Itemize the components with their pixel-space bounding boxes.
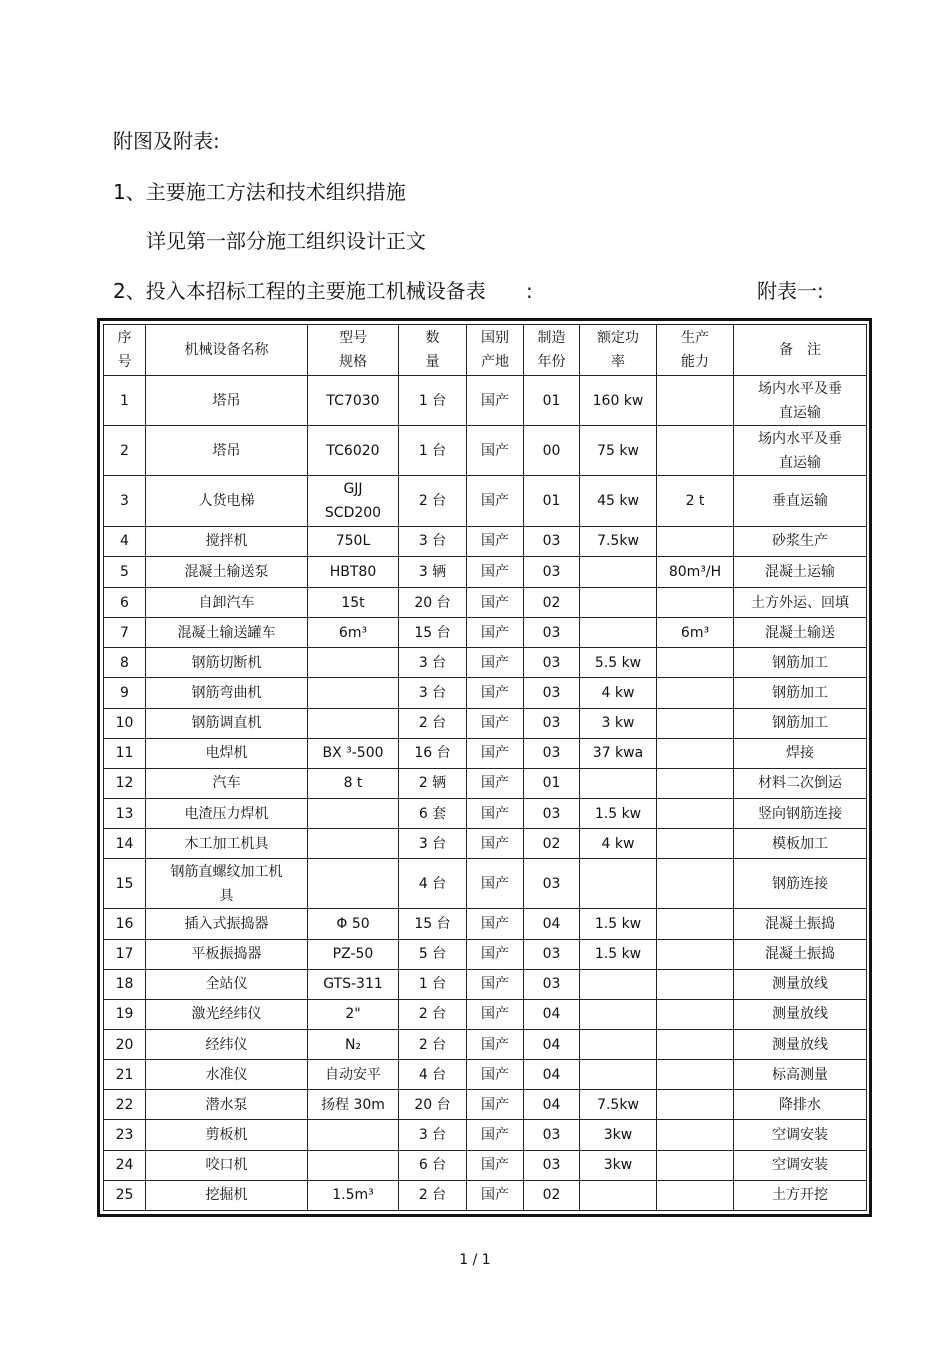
cell-seq: 11: [104, 738, 146, 768]
cell-seq: 21: [104, 1060, 146, 1090]
cell-origin: 国产: [467, 476, 524, 526]
cell-seq: 13: [104, 798, 146, 828]
cell-name: 人货电梯: [146, 476, 308, 526]
cell-year: 03: [524, 1120, 580, 1150]
cell-year: 03: [524, 678, 580, 708]
cell-power: 4 kw: [580, 829, 657, 859]
cell-qty: 3 台: [399, 829, 467, 859]
cell-name: 木工加工机具: [146, 829, 308, 859]
header-remark: 备 注: [734, 325, 867, 376]
cell-remark: 测量放线: [734, 1030, 867, 1060]
cell-remark: 砂浆生产: [734, 526, 867, 556]
cell-model: [308, 829, 399, 859]
table-row: [104, 678, 867, 708]
cell-remark: 标高测量: [734, 1060, 867, 1090]
cell-qty: 3 台: [399, 678, 467, 708]
cell-seq: 2: [104, 426, 146, 476]
cell-qty: 2 台: [399, 1180, 467, 1210]
cell-origin: 国产: [467, 1060, 524, 1090]
cell-qty: 16 台: [399, 738, 467, 768]
cell-origin: 国产: [467, 618, 524, 648]
table-row: [104, 556, 867, 587]
cell-power: [580, 969, 657, 999]
table-row: [104, 426, 867, 476]
cell-name: 全站仪: [146, 969, 308, 999]
cell-seq: 24: [104, 1150, 146, 1180]
cell-remark: 混凝土输送: [734, 618, 867, 648]
cell-remark: 钢筋加工: [734, 678, 867, 708]
cell-power: 1.5 kw: [580, 939, 657, 969]
cell-seq: 6: [104, 587, 146, 617]
table-row: [104, 768, 867, 798]
cell-qty: 5 台: [399, 939, 467, 969]
cell-capacity: [657, 909, 734, 939]
cell-remark: 混凝土振捣: [734, 909, 867, 939]
cell-year: 04: [524, 1030, 580, 1060]
cell-year: 00: [524, 426, 580, 476]
cell-qty: 3 台: [399, 526, 467, 556]
cell-capacity: 2 t: [657, 476, 734, 526]
cell-model: 750L: [308, 526, 399, 556]
cell-model: GJJ SCD200: [308, 476, 399, 526]
cell-year: 03: [524, 1150, 580, 1180]
header-capacity: 生产 能力: [657, 325, 734, 376]
cell-seq: 25: [104, 1180, 146, 1210]
cell-year: 01: [524, 376, 580, 426]
cell-year: 03: [524, 798, 580, 828]
section-1-body: 详见第一部分施工组织设计正文: [146, 229, 426, 253]
cell-remark: 场内水平及垂 直运输: [734, 426, 867, 476]
cell-remark: 钢筋加工: [734, 708, 867, 738]
cell-qty: 15 台: [399, 618, 467, 648]
cell-qty: 2 台: [399, 708, 467, 738]
cell-qty: 4 台: [399, 859, 467, 909]
cell-model: TC6020: [308, 426, 399, 476]
cell-remark: 空调安装: [734, 1120, 867, 1150]
table-row: [104, 909, 867, 939]
cell-remark: 混凝土运输: [734, 556, 867, 587]
cell-capacity: [657, 678, 734, 708]
cell-name: 剪板机: [146, 1120, 308, 1150]
cell-power: [580, 556, 657, 587]
table-row: [104, 1150, 867, 1180]
cell-remark: 焊接: [734, 738, 867, 768]
table-header-row: [104, 325, 867, 376]
cell-year: 03: [524, 526, 580, 556]
cell-name: 潜水泵: [146, 1090, 308, 1120]
cell-year: 04: [524, 1060, 580, 1090]
cell-model: [308, 798, 399, 828]
cell-qty: 3 辆: [399, 556, 467, 587]
cell-power: 37 kwa: [580, 738, 657, 768]
cell-power: [580, 1030, 657, 1060]
cell-remark: 模板加工: [734, 829, 867, 859]
cell-model: 6m³: [308, 618, 399, 648]
cell-qty: 2 台: [399, 1030, 467, 1060]
cell-remark: 空调安装: [734, 1150, 867, 1180]
header-name: 机械设备名称: [146, 325, 308, 376]
cell-origin: 国产: [467, 969, 524, 999]
cell-model: 8 t: [308, 768, 399, 798]
cell-remark: 材料二次倒运: [734, 768, 867, 798]
header-model: 型号 规格: [308, 325, 399, 376]
cell-model: 15t: [308, 587, 399, 617]
cell-origin: 国产: [467, 587, 524, 617]
page-title: 附图及附表:: [113, 129, 220, 153]
cell-name: 激光经纬仪: [146, 999, 308, 1029]
cell-model: [308, 648, 399, 678]
header-year: 制造 年份: [524, 325, 580, 376]
cell-year: 03: [524, 859, 580, 909]
cell-seq: 12: [104, 768, 146, 798]
cell-capacity: 80m³/H: [657, 556, 734, 587]
cell-qty: 20 台: [399, 587, 467, 617]
table-row: [104, 1030, 867, 1060]
cell-capacity: [657, 526, 734, 556]
cell-capacity: [657, 738, 734, 768]
cell-year: 03: [524, 556, 580, 587]
cell-origin: 国产: [467, 768, 524, 798]
section-2-colon: :: [526, 279, 533, 303]
table-row: [104, 587, 867, 617]
cell-seq: 17: [104, 939, 146, 969]
cell-year: 04: [524, 1090, 580, 1120]
table-row: [104, 618, 867, 648]
cell-qty: 20 台: [399, 1090, 467, 1120]
cell-name: 钢筋调直机: [146, 708, 308, 738]
cell-capacity: [657, 708, 734, 738]
cell-model: TC7030: [308, 376, 399, 426]
cell-qty: 2 台: [399, 476, 467, 526]
cell-name: 水准仪: [146, 1060, 308, 1090]
cell-model: Φ 50: [308, 909, 399, 939]
cell-origin: 国产: [467, 556, 524, 587]
cell-model: [308, 708, 399, 738]
cell-power: 3kw: [580, 1150, 657, 1180]
cell-origin: 国产: [467, 708, 524, 738]
cell-model: [308, 678, 399, 708]
cell-name: 塔吊: [146, 426, 308, 476]
cell-capacity: [657, 1180, 734, 1210]
table-row: [104, 1090, 867, 1120]
table-row: [104, 526, 867, 556]
cell-origin: 国产: [467, 829, 524, 859]
cell-remark: 场内水平及垂 直运输: [734, 376, 867, 426]
cell-power: 7.5kw: [580, 526, 657, 556]
cell-year: 03: [524, 738, 580, 768]
cell-power: 7.5kw: [580, 1090, 657, 1120]
cell-seq: 20: [104, 1030, 146, 1060]
table-row: [104, 708, 867, 738]
cell-origin: 国产: [467, 738, 524, 768]
table-row: [104, 1120, 867, 1150]
cell-origin: 国产: [467, 1030, 524, 1060]
cell-qty: 1 台: [399, 969, 467, 999]
header-seq: 序 号: [104, 325, 146, 376]
cell-name: 经纬仪: [146, 1030, 308, 1060]
cell-power: 45 kw: [580, 476, 657, 526]
cell-remark: 降排水: [734, 1090, 867, 1120]
cell-year: 03: [524, 708, 580, 738]
cell-qty: 6 套: [399, 798, 467, 828]
cell-origin: 国产: [467, 859, 524, 909]
cell-year: 02: [524, 829, 580, 859]
cell-year: 03: [524, 969, 580, 999]
cell-seq: 14: [104, 829, 146, 859]
table-row: [104, 1180, 867, 1210]
cell-seq: 8: [104, 648, 146, 678]
cell-capacity: [657, 1060, 734, 1090]
table-row: [104, 969, 867, 999]
cell-origin: 国产: [467, 526, 524, 556]
equipment-table: [103, 324, 867, 1211]
cell-seq: 1: [104, 376, 146, 426]
table-row: [104, 829, 867, 859]
cell-name: 平板振捣器: [146, 939, 308, 969]
cell-name: 插入式振捣器: [146, 909, 308, 939]
cell-origin: 国产: [467, 1120, 524, 1150]
cell-capacity: [657, 1120, 734, 1150]
cell-power: 3 kw: [580, 708, 657, 738]
cell-seq: 22: [104, 1090, 146, 1120]
section-2-heading: 2、投入本招标工程的主要施工机械设备表: [113, 279, 486, 303]
cell-power: [580, 1060, 657, 1090]
header-power: 额定功 率: [580, 325, 657, 376]
table-row: [104, 1060, 867, 1090]
cell-model: N₂: [308, 1030, 399, 1060]
equipment-table-frame: [97, 318, 872, 1217]
cell-origin: 国产: [467, 678, 524, 708]
cell-qty: 15 台: [399, 909, 467, 939]
cell-name: 混凝土输送罐车: [146, 618, 308, 648]
cell-model: GTS-311: [308, 969, 399, 999]
cell-seq: 16: [104, 909, 146, 939]
cell-power: [580, 768, 657, 798]
cell-remark: 测量放线: [734, 969, 867, 999]
table-row: [104, 476, 867, 526]
cell-origin: 国产: [467, 376, 524, 426]
cell-capacity: [657, 1150, 734, 1180]
cell-power: [580, 999, 657, 1029]
cell-seq: 4: [104, 526, 146, 556]
cell-seq: 23: [104, 1120, 146, 1150]
cell-qty: 3 台: [399, 1120, 467, 1150]
cell-power: 1.5 kw: [580, 909, 657, 939]
cell-seq: 15: [104, 859, 146, 909]
cell-year: 03: [524, 618, 580, 648]
cell-name: 自卸汽车: [146, 587, 308, 617]
cell-capacity: [657, 426, 734, 476]
cell-capacity: [657, 648, 734, 678]
cell-model: 扬程 30m: [308, 1090, 399, 1120]
cell-capacity: [657, 768, 734, 798]
cell-model: 1.5m³: [308, 1180, 399, 1210]
cell-name: 搅拌机: [146, 526, 308, 556]
cell-capacity: [657, 376, 734, 426]
cell-remark: 混凝土振捣: [734, 939, 867, 969]
table-row: [104, 738, 867, 768]
cell-model: 自动安平: [308, 1060, 399, 1090]
cell-remark: 垂直运输: [734, 476, 867, 526]
cell-qty: 4 台: [399, 1060, 467, 1090]
cell-capacity: [657, 859, 734, 909]
cell-origin: 国产: [467, 648, 524, 678]
table-row: [104, 859, 867, 909]
cell-remark: 竖向钢筋连接: [734, 798, 867, 828]
cell-remark: 土方外运、回填: [734, 587, 867, 617]
cell-power: 75 kw: [580, 426, 657, 476]
cell-name: 汽车: [146, 768, 308, 798]
header-origin: 国别 产地: [467, 325, 524, 376]
cell-qty: 6 台: [399, 1150, 467, 1180]
cell-origin: 国产: [467, 999, 524, 1029]
cell-qty: 1 台: [399, 376, 467, 426]
cell-remark: 钢筋连接: [734, 859, 867, 909]
cell-capacity: [657, 999, 734, 1029]
cell-name: 挖掘机: [146, 1180, 308, 1210]
cell-year: 04: [524, 999, 580, 1029]
cell-year: 03: [524, 939, 580, 969]
cell-power: 1.5 kw: [580, 798, 657, 828]
cell-name: 钢筋直螺纹加工机 具: [146, 859, 308, 909]
page-number: 1 / 1: [459, 1252, 491, 1268]
cell-seq: 3: [104, 476, 146, 526]
cell-remark: 土方开挖: [734, 1180, 867, 1210]
table-row: [104, 376, 867, 426]
cell-year: 04: [524, 909, 580, 939]
table-row: [104, 939, 867, 969]
cell-power: [580, 587, 657, 617]
cell-remark: 钢筋加工: [734, 648, 867, 678]
cell-model: [308, 1150, 399, 1180]
cell-seq: 18: [104, 969, 146, 999]
cell-name: 塔吊: [146, 376, 308, 426]
cell-seq: 7: [104, 618, 146, 648]
cell-power: 160 kw: [580, 376, 657, 426]
attachment-label: 附表一:: [757, 279, 824, 303]
cell-capacity: [657, 829, 734, 859]
table-row: [104, 648, 867, 678]
cell-name: 咬口机: [146, 1150, 308, 1180]
cell-capacity: 6m³: [657, 618, 734, 648]
cell-qty: 2 台: [399, 999, 467, 1029]
cell-power: [580, 859, 657, 909]
cell-power: 3kw: [580, 1120, 657, 1150]
cell-power: [580, 618, 657, 648]
cell-year: 01: [524, 768, 580, 798]
cell-model: 2": [308, 999, 399, 1029]
cell-origin: 国产: [467, 1180, 524, 1210]
cell-origin: 国产: [467, 426, 524, 476]
cell-qty: 2 辆: [399, 768, 467, 798]
table-row: [104, 798, 867, 828]
section-1-heading: 1、主要施工方法和技术组织措施: [113, 180, 406, 204]
cell-year: 02: [524, 1180, 580, 1210]
cell-model: PZ-50: [308, 939, 399, 969]
cell-seq: 5: [104, 556, 146, 587]
cell-capacity: [657, 1090, 734, 1120]
cell-year: 02: [524, 587, 580, 617]
cell-qty: 1 台: [399, 426, 467, 476]
cell-name: 钢筋切断机: [146, 648, 308, 678]
cell-model: HBT80: [308, 556, 399, 587]
cell-origin: 国产: [467, 1090, 524, 1120]
cell-capacity: [657, 969, 734, 999]
cell-seq: 10: [104, 708, 146, 738]
cell-origin: 国产: [467, 939, 524, 969]
cell-power: 4 kw: [580, 678, 657, 708]
table-body: [104, 376, 867, 1211]
cell-origin: 国产: [467, 909, 524, 939]
cell-name: 电焊机: [146, 738, 308, 768]
cell-capacity: [657, 1030, 734, 1060]
cell-remark: 测量放线: [734, 999, 867, 1029]
cell-seq: 9: [104, 678, 146, 708]
table-row: [104, 999, 867, 1029]
cell-name: 混凝土输送泵: [146, 556, 308, 587]
cell-name: 钢筋弯曲机: [146, 678, 308, 708]
cell-qty: 3 台: [399, 648, 467, 678]
cell-origin: 国产: [467, 1150, 524, 1180]
cell-capacity: [657, 587, 734, 617]
cell-year: 01: [524, 476, 580, 526]
cell-power: 5.5 kw: [580, 648, 657, 678]
header-qty: 数 量: [399, 325, 467, 376]
cell-power: [580, 1180, 657, 1210]
cell-origin: 国产: [467, 798, 524, 828]
cell-model: BX ³-500: [308, 738, 399, 768]
cell-capacity: [657, 798, 734, 828]
cell-model: [308, 1120, 399, 1150]
cell-seq: 19: [104, 999, 146, 1029]
cell-capacity: [657, 939, 734, 969]
cell-model: [308, 859, 399, 909]
cell-name: 电渣压力焊机: [146, 798, 308, 828]
cell-year: 03: [524, 648, 580, 678]
